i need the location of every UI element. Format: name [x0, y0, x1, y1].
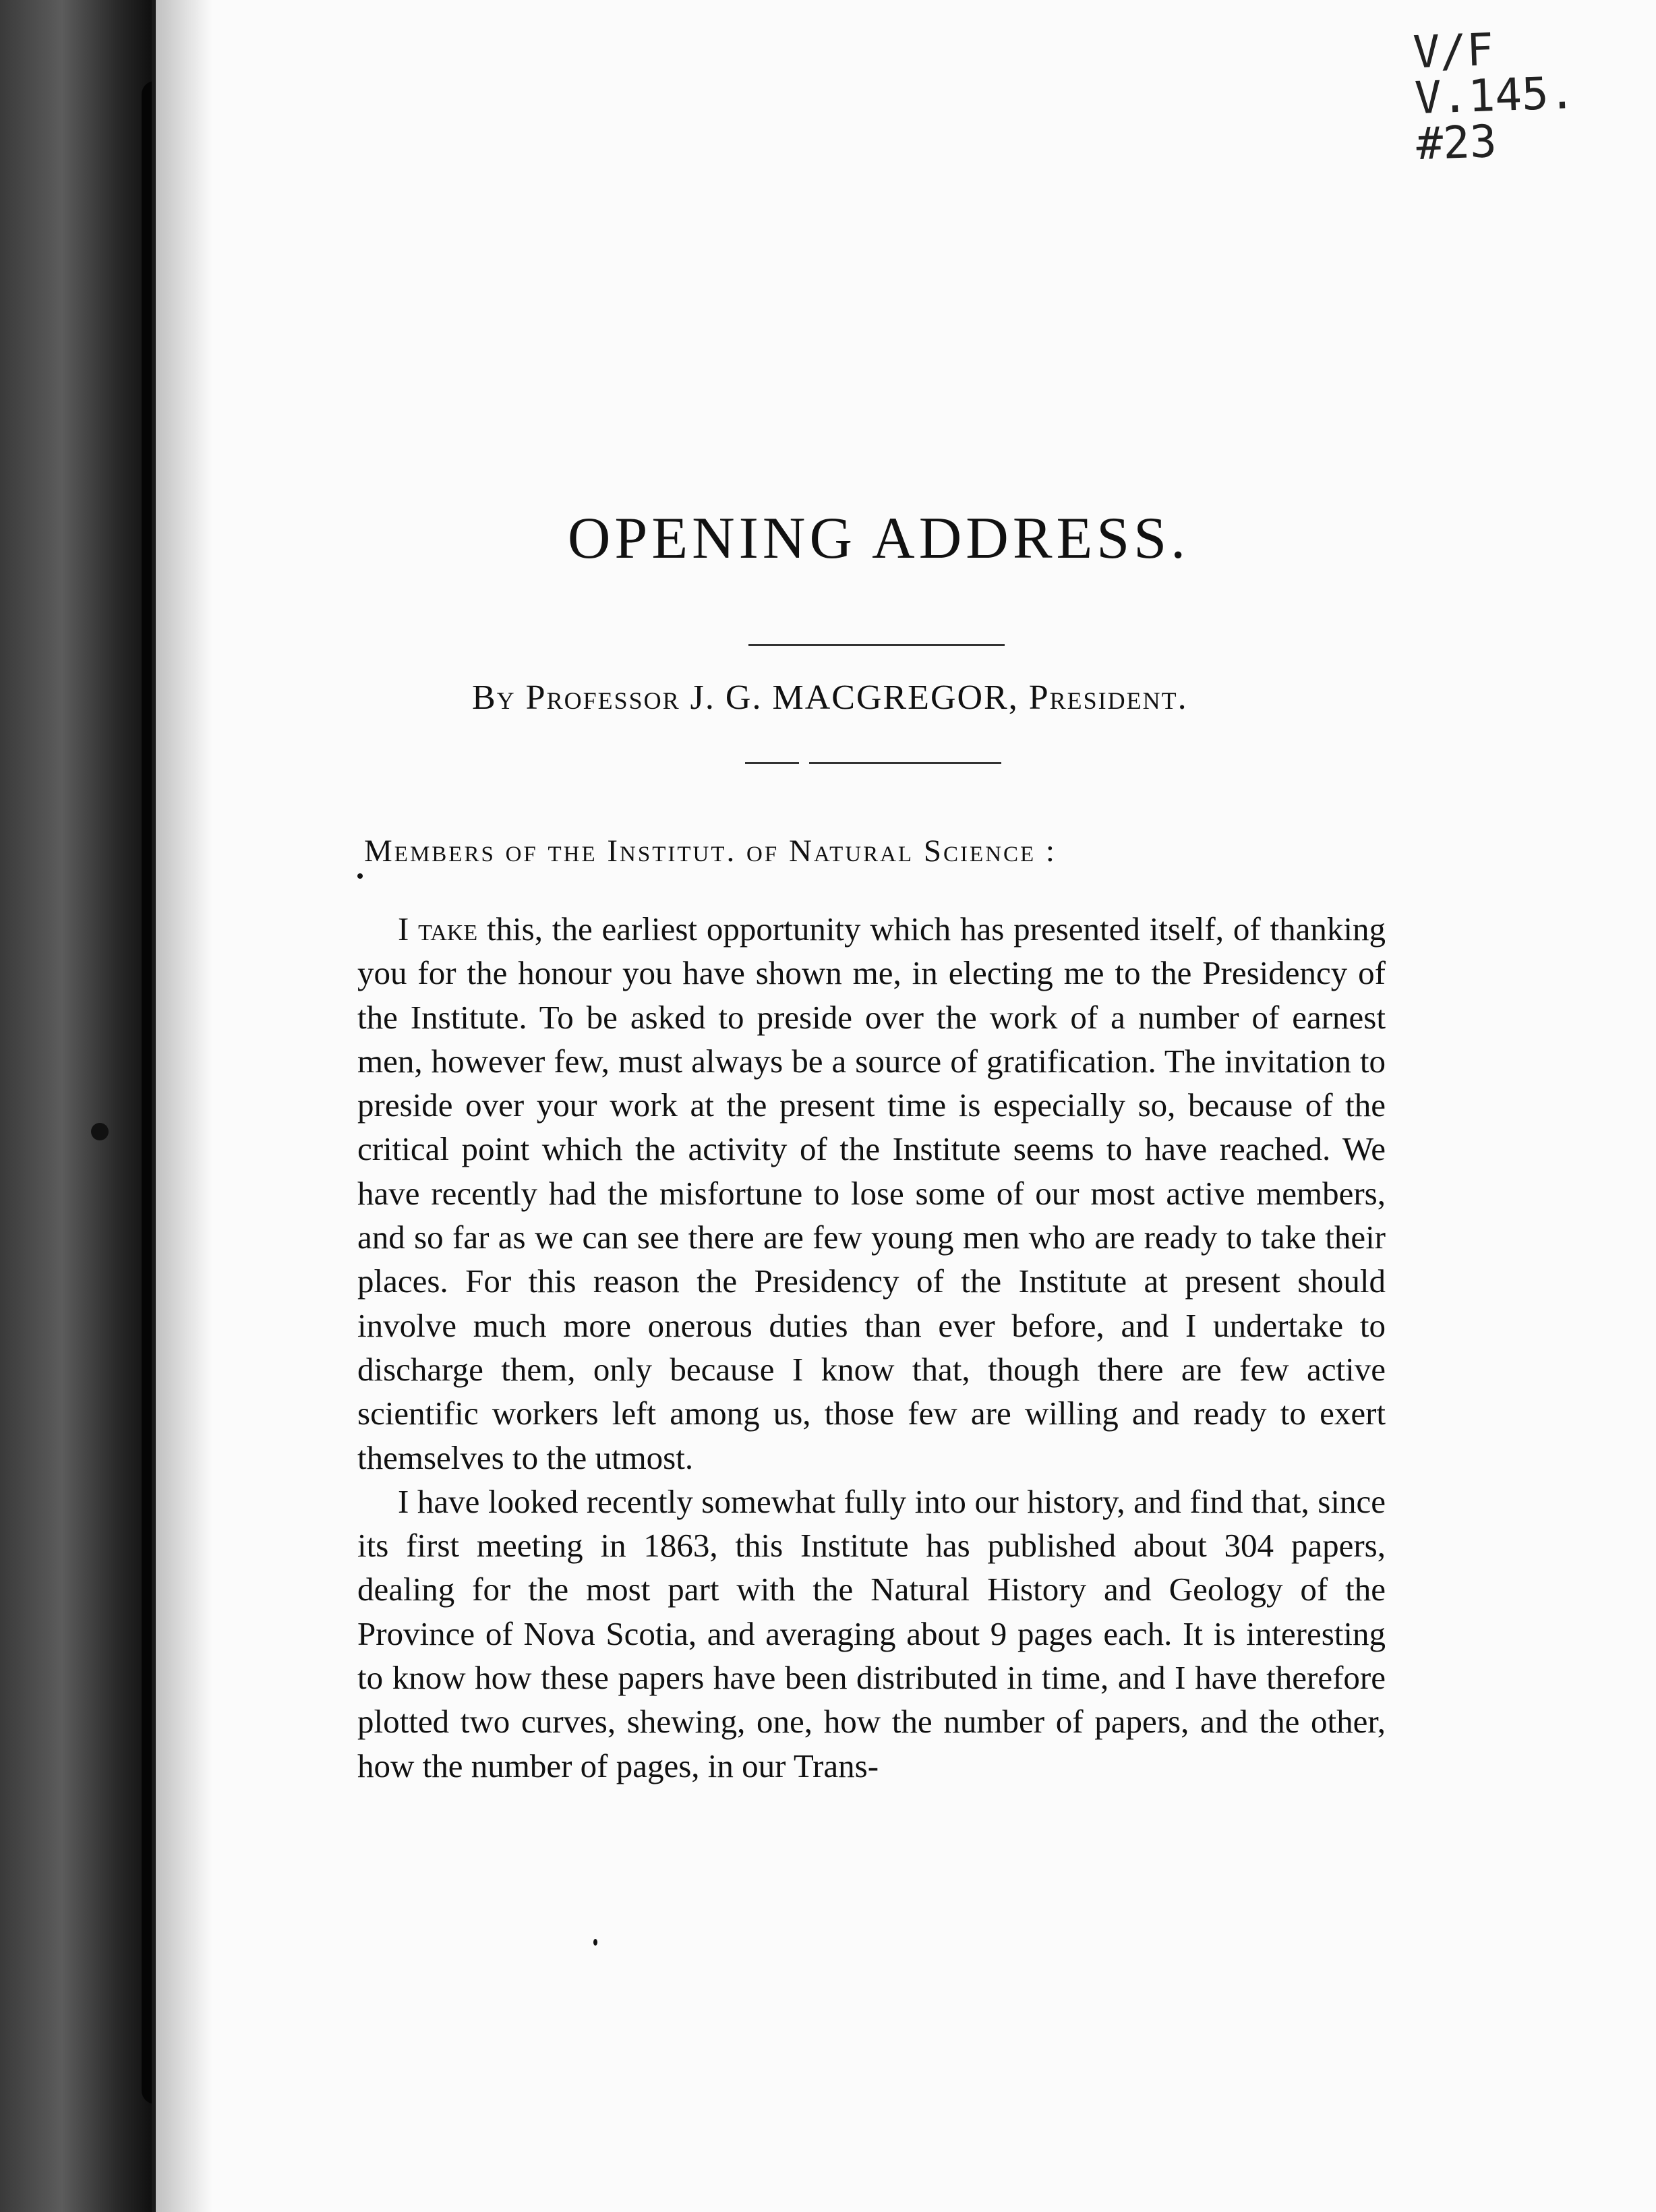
- paragraph: [357, 1480, 1386, 1788]
- paragraph-text: this, the earliest opportunity which has presented itself, of thanking you for the honour you have shown me, in electing me to the Presidency of the Institute. To be asked to preside over the work of a number of earnest men, however few, must always be a source of gratification. The invitation to preside over your work at the present time is especially so, because of the critical point which the activity of the Institute seems to have reached. We have recently had the misfortune to lose some of our most active members, and so far as we can see there are few young men who are ready to take their places. For this reason the Presidency of the Institute at present should involve much more onerous duties than ever before, and I undertake to discharge them, only because I know that, though there are few active scientific workers left among us, those few are willing and ready to exert themselves to the utmost.: [357, 910, 1386, 1476]
- page-title: OPENING ADDRESS.: [567, 506, 1190, 571]
- page-gutter-shadow: [152, 0, 212, 2212]
- salutation: Members of the Institut. of Natural Science :: [364, 834, 1057, 869]
- annotation-line: V.145.: [1413, 66, 1576, 125]
- paragraph: [357, 907, 1386, 1480]
- body-text: [357, 907, 1386, 1788]
- annotation-line: V/F: [1411, 24, 1494, 79]
- handwritten-annotation: [1411, 24, 1577, 171]
- byline: By Professor J. G. MACGREGOR, President.: [472, 678, 1188, 717]
- paragraph-text: I have looked recently somewhat fully into our history, and find that, since its first meeting in 1863, this Institute has published about 304 papers, dealing for the most part with the Natural History and Geology of the Province of Nova Scotia, and averaging about 9 pages each. It is interesting to know how these papers have been distributed in time, and I have therefore plotted two curves, shewing, one, how the number of papers, and the other, how the number of pages, in our Trans-: [357, 1482, 1386, 1784]
- binding-strip: [0, 0, 155, 2212]
- speck: [91, 1123, 109, 1140]
- title-divider: [748, 644, 1005, 646]
- byline-divider-long: [809, 762, 1001, 764]
- annotation-line: #23: [1415, 115, 1498, 171]
- byline-divider-short: [745, 762, 799, 764]
- speck: [357, 873, 363, 879]
- speck: [593, 1939, 597, 1946]
- lead-word: I take: [398, 910, 478, 948]
